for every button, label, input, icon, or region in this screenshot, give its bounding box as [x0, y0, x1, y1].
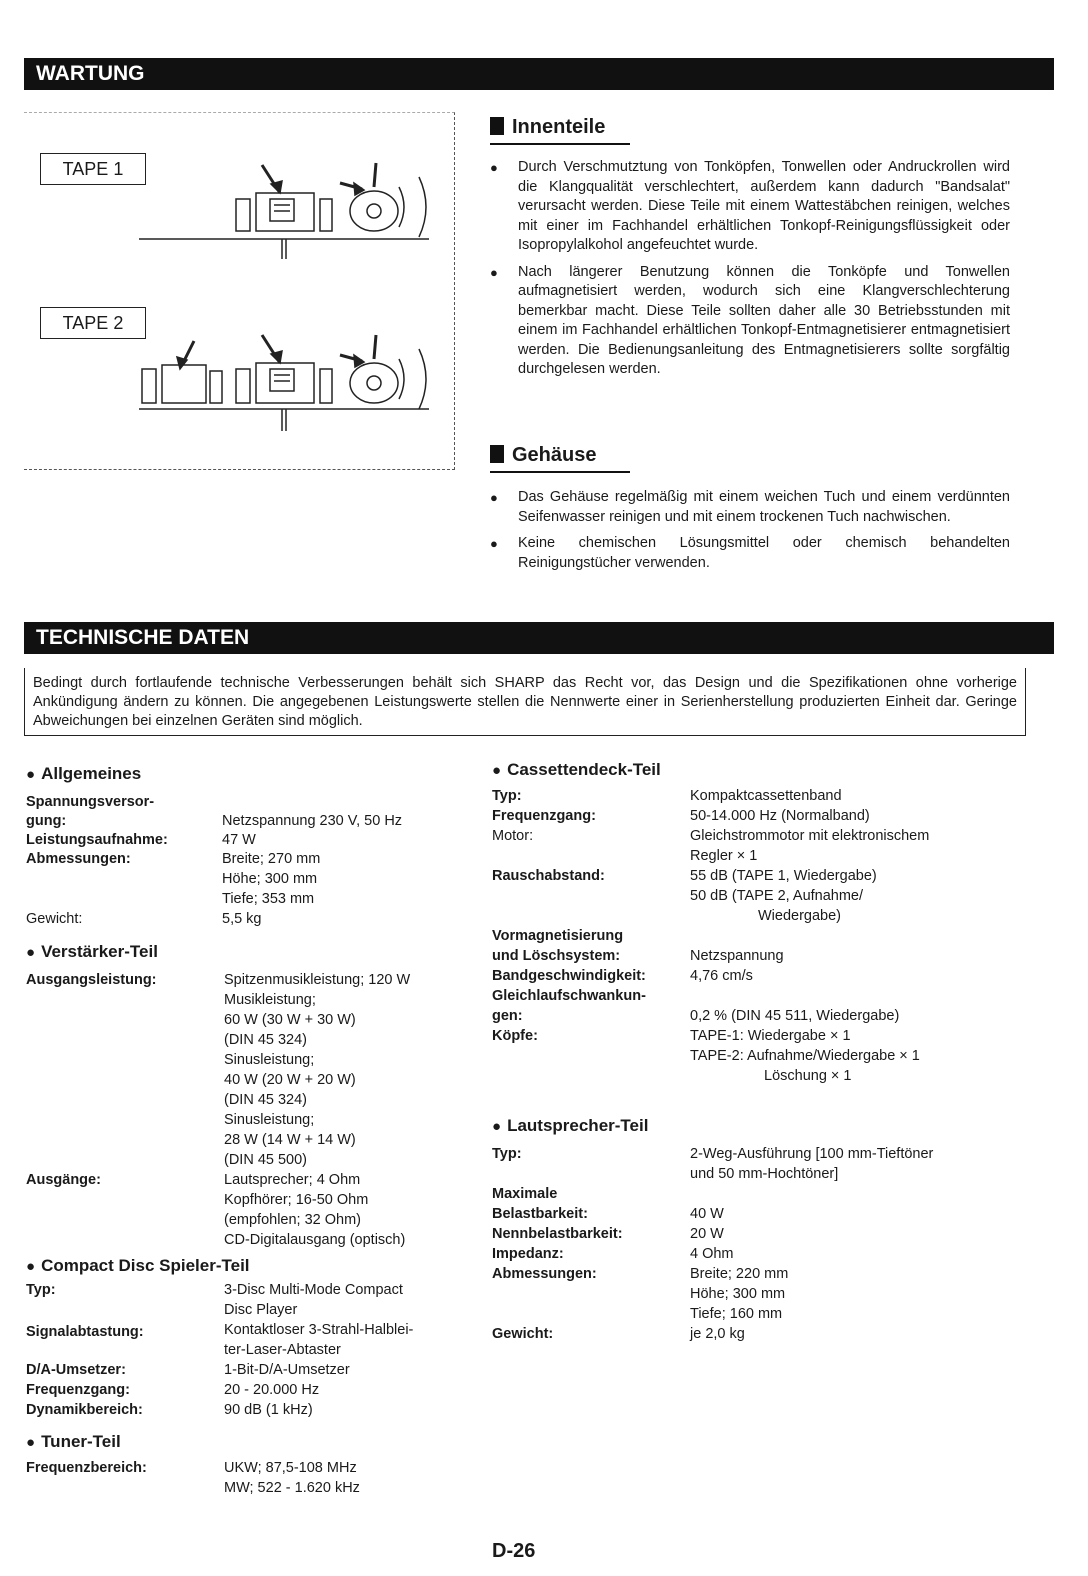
spec-value: Breite; 220 mm — [690, 1266, 789, 1282]
spec-value: Breite; 270 mm — [222, 851, 321, 867]
bullet-icon: ● — [26, 1434, 36, 1451]
spec-value: (DIN 45 500) — [224, 1152, 308, 1168]
spec-label: Abmessungen: — [492, 1266, 597, 1282]
spec-label: Motor: — [492, 828, 534, 844]
spec-value: TAPE-1: Wiedergabe × 1 — [690, 1028, 851, 1044]
spec-value: TAPE-2: Aufnahme/Wiedergabe × 1 — [690, 1048, 920, 1064]
spec-value: (DIN 45 324) — [224, 1032, 308, 1048]
spec-label: Frequenzgang: — [26, 1382, 130, 1398]
spec-value: (DIN 45 324) — [224, 1092, 308, 1108]
spec-label: gung: — [26, 813, 67, 829]
heading-underline — [490, 143, 630, 145]
spec-value: Gleichstrommotor mit elektronischem — [690, 828, 930, 844]
spec-value: 20 - 20.000 Hz — [224, 1382, 320, 1398]
lautsprecher-heading — [492, 1116, 648, 1136]
spec-value: Wiedergabe) — [758, 908, 842, 924]
spec-value: je 2,0 kg — [690, 1326, 745, 1342]
spec-value: 50 dB (TAPE 2, Aufnahme/ — [690, 888, 864, 904]
spec-value: CD-Digitalausgang (optisch) — [224, 1232, 406, 1248]
list-item: ● Durch Verschmutztung von Tonköpfen, Tonwellen oder Andruckrollen wird die Klangqualität verschlechtert, außerdem kann dadurch "Bandsalat" verursacht werden. Diese Teile mit einem Wattestäbchen reinigen, welches mit einer im Fachhandel erhältlichen Tonkopf-Reinigungsflüssigkeit oder Isopropylalkohol angefeuchtet wurde. — [488, 158, 1010, 256]
spec-label: Typ: — [492, 1146, 522, 1162]
spec-value: 40 W — [690, 1206, 724, 1222]
spec-label: Ausgangsleistung: — [26, 972, 157, 988]
spec-value: Löschung × 1 — [764, 1068, 852, 1084]
spec-value: 55 dB (TAPE 1, Wiedergabe) — [690, 868, 877, 884]
specifications-notice: Bedingt durch fortlaufende technische Verbesserungen behält sich SHARP das Recht vor, das Design und die Spezifikationen ohne vorherige Ankündigung ändern zu können. Die angegebenen Leistungswerte stellen die Nennwerte einer in Serienherstellung produzierten Einheit dar. Geringe Abweichungen bei einzelnen Geräten sind möglich. — [24, 668, 1026, 736]
lautsprecher-heading-text: Lautsprecher-Teil — [507, 1116, 649, 1135]
spec-value: 4,76 cm/s — [690, 968, 753, 984]
allgemeines-heading-text: Allgemeines — [41, 764, 142, 783]
spec-label: D/A-Umsetzer: — [26, 1362, 126, 1378]
spec-label: Rauschabstand: — [492, 868, 605, 884]
spec-label: gen: — [492, 1008, 523, 1024]
spec-label: Frequenzgang: — [492, 808, 596, 824]
bullet-icon: ● — [492, 1118, 502, 1135]
spec-label: Frequenzbereich: — [26, 1460, 147, 1476]
spec-value: Kopfhörer; 16-50 Ohm — [224, 1192, 369, 1208]
spec-value: Kontaktloser 3-Strahl-Halblei- — [224, 1322, 414, 1338]
list-item: ● Keine chemischen Lösungsmittel oder chemisch behandelten Reinigungstücher verwenden. — [488, 534, 1010, 573]
verstaerker-heading — [26, 942, 158, 962]
spec-value: Regler × 1 — [690, 848, 758, 864]
spec-value: 28 W (14 W + 14 W) — [224, 1132, 356, 1148]
square-bullet-icon — [490, 445, 504, 463]
spec-label: Typ: — [26, 1282, 56, 1298]
bullet-icon: ● — [492, 762, 502, 779]
spec-value: Netzspannung — [690, 948, 784, 964]
spec-label: Köpfe: — [492, 1028, 538, 1044]
list-item: ● Nach längerer Benutzung können die Tonköpfe und Tonwellen aufmagnetisiert werden, wodurch sich eine Klangverschlechterung bemerkbar macht. Diese Teile sollten daher alle 30 Betriebsstunden mit einem im Fachhandel erhältlichen Tonkopf-Entmagnetisierer entmagnetisiert werden. Die Bedienungsanleitung des Entmagnetisierers sollte sorgfältig durchgelesen werden. — [488, 263, 1010, 380]
spec-value: 2-Weg-Ausführung [100 mm-Tieftöner — [690, 1146, 934, 1162]
spec-value: MW; 522 - 1.620 kHz — [224, 1480, 360, 1496]
spec-label: Typ: — [492, 788, 522, 804]
spec-value: (empfohlen; 32 Ohm) — [224, 1212, 362, 1228]
tape-head-illustration — [24, 113, 454, 469]
wartung-banner: WARTUNG — [24, 58, 1054, 90]
spec-value: 4 Ohm — [690, 1246, 734, 1262]
spec-label: Gewicht: — [26, 911, 83, 927]
bullet-icon: ● — [26, 766, 36, 783]
page-number: D-26 — [492, 1540, 536, 1562]
spec-label: Impedanz: — [492, 1246, 564, 1262]
gehaeuse-list — [488, 488, 1010, 580]
gehaeuse-heading — [490, 444, 596, 467]
spec-label: Maximale — [492, 1186, 558, 1202]
spec-value: Kompaktcassettenband — [690, 788, 842, 804]
spec-value: 40 W (20 W + 20 W) — [224, 1072, 356, 1088]
spec-value: Netzspannung 230 V, 50 Hz — [222, 813, 403, 829]
spec-label: Nennbelastbarkeit: — [492, 1226, 623, 1242]
tape1-label: TAPE 1 — [40, 153, 146, 185]
spec-label: Dynamikbereich: — [26, 1402, 143, 1418]
bullet-icon: ● — [26, 1258, 36, 1275]
spec-label: Leistungsaufnahme: — [26, 832, 168, 848]
spec-value: 5,5 kg — [222, 911, 262, 927]
spec-value: und 50 mm-Hochtöner] — [690, 1166, 839, 1182]
list-item: ● Das Gehäuse regelmäßig mit einem weichen Tuch und einem verdünnten Seifenwasser reinigen und mit einem trockenen Tuch nachwischen. — [488, 488, 1010, 527]
spec-value: Höhe; 300 mm — [222, 871, 318, 887]
spec-label: Abmessungen: — [26, 851, 131, 867]
technische-daten-banner: TECHNISCHE DATEN — [24, 622, 1054, 654]
spec-value: 0,2 % (DIN 45 511, Wiedergabe) — [690, 1008, 900, 1024]
spec-label: Belastbarkeit: — [492, 1206, 588, 1222]
spec-value: Tiefe; 160 mm — [690, 1306, 783, 1322]
heading-underline — [490, 471, 630, 473]
spec-value: 20 W — [690, 1226, 724, 1242]
tape-deck-figure — [24, 112, 455, 470]
spec-value: ter-Laser-Abtaster — [224, 1342, 341, 1358]
innenteile-heading-text: Innenteile — [512, 116, 606, 138]
innenteile-list — [488, 158, 1010, 387]
spec-label: Ausgänge: — [26, 1172, 101, 1188]
cassette-heading — [492, 760, 661, 780]
spec-value: 1-Bit-D/A-Umsetzer — [224, 1362, 350, 1378]
gehaeuse-heading-text: Gehäuse — [512, 444, 597, 466]
bullet-icon: ● — [26, 944, 36, 961]
spec-label: Gleichlaufschwankun- — [492, 988, 646, 1004]
cassette-heading-text: Cassettendeck-Teil — [507, 760, 661, 779]
cd-heading-text: Compact Disc Spieler-Teil — [41, 1256, 250, 1275]
cd-heading — [26, 1256, 250, 1276]
spec-value: Lautsprecher; 4 Ohm — [224, 1172, 361, 1188]
spec-value: 60 W (30 W + 30 W) — [224, 1012, 356, 1028]
spec-value: 3-Disc Multi-Mode Compact — [224, 1282, 403, 1298]
spec-value: Disc Player — [224, 1302, 298, 1318]
tuner-heading-text: Tuner-Teil — [41, 1432, 121, 1451]
verstaerker-heading-text: Verstärker-Teil — [41, 942, 158, 961]
innenteile-heading — [490, 116, 605, 139]
spec-value: Sinusleistung; — [224, 1052, 315, 1068]
spec-value: 47 W — [222, 832, 256, 848]
spec-value: Musikleistung; — [224, 992, 316, 1008]
spec-value: Tiefe; 353 mm — [222, 891, 315, 907]
spec-label: Gewicht: — [492, 1326, 554, 1342]
spec-value: 50-14.000 Hz (Normalband) — [690, 808, 870, 824]
spec-label: Signalabtastung: — [26, 1324, 144, 1340]
spec-label: Spannungsversor- — [26, 794, 155, 810]
spec-value: 90 dB (1 kHz) — [224, 1402, 313, 1418]
allgemeines-heading — [26, 764, 141, 784]
spec-value: UKW; 87,5-108 MHz — [224, 1460, 357, 1476]
spec-value: Höhe; 300 mm — [690, 1286, 786, 1302]
spec-label: und Löschsystem: — [492, 948, 621, 964]
spec-value: Spitzenmusikleistung; 120 W — [224, 972, 411, 988]
spec-label: Vormagnetisierung — [492, 928, 624, 944]
square-bullet-icon — [490, 117, 504, 135]
spec-value: Sinusleistung; — [224, 1112, 315, 1128]
tape2-label: TAPE 2 — [40, 307, 146, 339]
spec-label: Bandgeschwindigkeit: — [492, 968, 646, 984]
tuner-heading — [26, 1432, 121, 1452]
